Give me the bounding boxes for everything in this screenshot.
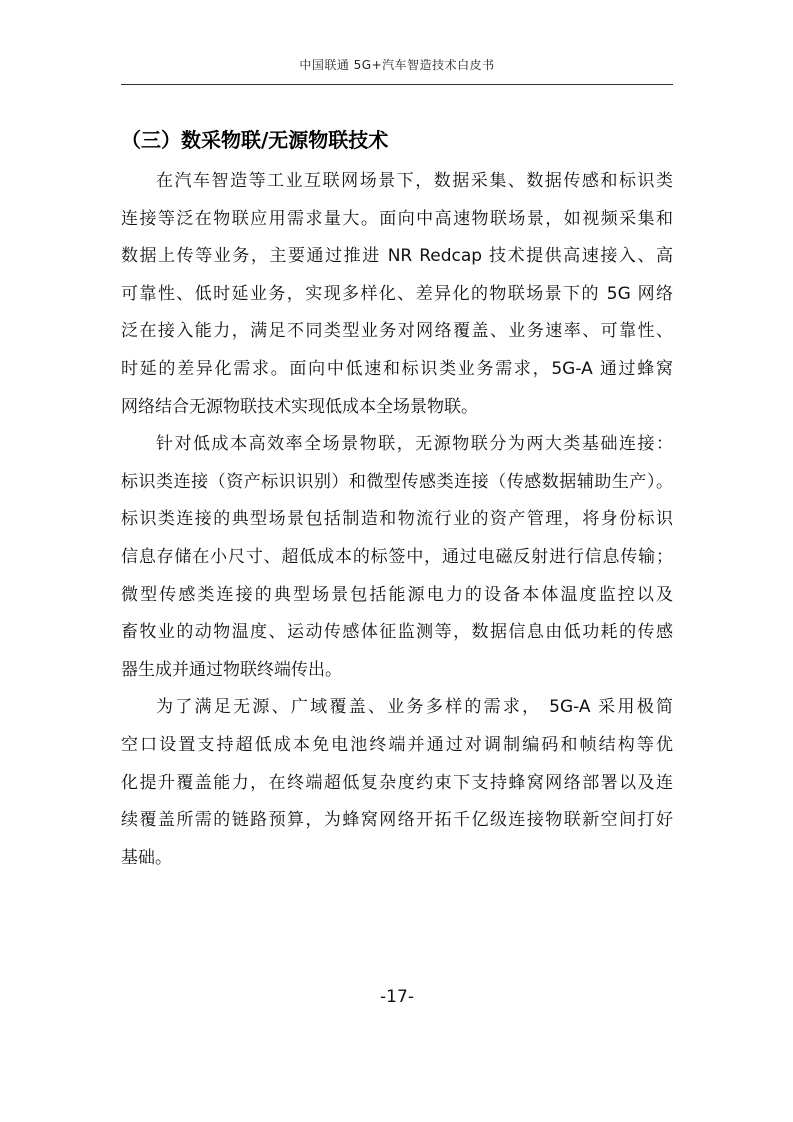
paragraph-1-line-1: 在汽车智造等工业互联网场景下，数据采集、数据传感和标识类	[156, 171, 673, 191]
paragraph-1-line-7: 网络结合无源物联技术实现低成本全场景物联。	[121, 396, 478, 417]
paragraph-1-line-5: 泛在接入能力，满足不同类型业务对网络覆盖、业务速率、可靠性、	[121, 321, 673, 342]
paragraph-2-line-2: 标识类连接（资产标识识别）和微型传感类连接（传感数据辅助生产）。	[121, 471, 673, 492]
paragraph-2-line-1: 针对低成本高效率全场景物联，无源物联分为两大类基础连接：	[156, 434, 673, 455]
body-text	[121, 163, 673, 877]
paragraph-2-line-5: 微型传感类连接的典型场景包括能源电力的设备本体温度监控以及	[121, 584, 673, 605]
paragraph-3-line-4: 续覆盖所需的链路预算，为蜂窝网络开拓千亿级连接物联新空间打好	[121, 810, 673, 831]
paragraph-1-line-2: 连接等泛在物联应用需求量大。面向中高速物联场景，如视频采集和	[121, 208, 673, 229]
paragraph-3-line-5: 基础。	[121, 847, 172, 868]
paragraph-3-line-2: 空口设置支持超低成本免电池终端并通过对调制编码和帧结构等优	[121, 734, 673, 755]
paragraph-1-line-4: 可靠性、低时延业务，实现多样化、差异化的物联场景下的 5G 网络	[121, 283, 673, 304]
paragraph-2-line-3: 标识类连接的典型场景包括制造和物流行业的资产管理，将身份标识	[121, 509, 673, 530]
paragraph-1-line-3: 数据上传等业务，主要通过推进 NR Redcap 技术提供高速接入、高	[121, 246, 673, 267]
header-divider	[121, 84, 673, 85]
paragraph-3-line-3: 化提升覆盖能力，在终端超低复杂度约束下支持蜂窝网络部署以及连	[121, 772, 673, 793]
paragraph-3-line-1: 为了满足无源、广域覆盖、业务多样的需求， 5G-A 采用极简	[156, 697, 673, 718]
paragraph-2-line-7: 器生成并通过物联终端传出。	[121, 659, 342, 680]
section-title: （三）数采物联/无源物联技术	[121, 128, 389, 152]
page-number: -17-	[380, 987, 414, 1007]
paragraph-2-line-6: 畜牧业的动物温度、运动传感体征监测等，数据信息由低功耗的传感	[121, 622, 673, 643]
running-header: 中国联通 5G+汽车智造技术白皮书	[299, 58, 495, 72]
paragraph-2-line-4: 信息存储在小尺寸、超低成本的标签中，通过电磁反射进行信息传输；	[121, 546, 673, 567]
paragraph-1-line-6: 时延的差异化需求。面向中低速和标识类业务需求，5G-A 通过蜂窝	[121, 358, 673, 379]
